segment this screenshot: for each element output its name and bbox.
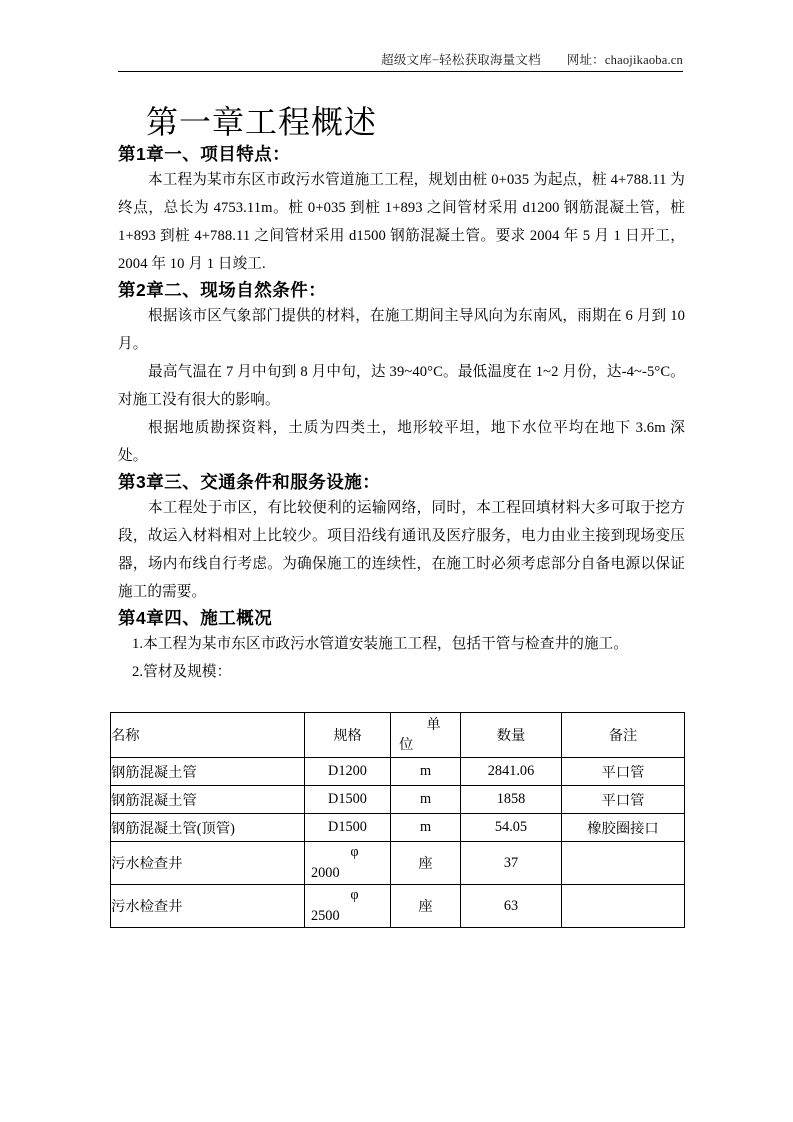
table-row — [111, 814, 685, 842]
table-row — [111, 842, 685, 885]
cell-spec: D1200 — [305, 758, 391, 786]
cell-note: 平口管 — [562, 786, 685, 814]
cell-name: 钢筋混凝土管 — [111, 786, 305, 814]
cell-note: 橡胶圈接口 — [562, 814, 685, 842]
section-4-paragraph-2: 2.管材及规模： — [132, 664, 232, 680]
column-header-unit-line1: 单 — [426, 717, 441, 733]
table-header-row — [111, 713, 685, 758]
cell-unit: m — [391, 758, 461, 786]
cell-spec: D1500 — [305, 814, 391, 842]
column-header-name: 名称 — [111, 713, 305, 758]
cell-spec — [305, 842, 391, 885]
cell-name: 污水检查井 — [111, 885, 305, 928]
section-heading-3: 第3章三、交通条件和服务设施： — [118, 472, 381, 492]
site-url-label: 网址：chaojikaoba.cn — [566, 53, 683, 67]
column-header-unit-line2: 位 — [399, 737, 414, 753]
section-1-paragraph-1: 本工程为某市东区市政污水管道施工工程，规划由桩 0+035 为起点，桩 4+788.11 为终点，总长为 4753.11m。桩 0+035 到桩 1+893 之间管材采用 d1200 钢筋混凝土管，桩 1+893 到桩 4+788.11 之间管材采用 d1500 钢筋混凝土管。要求 2004 年 5 月 1 日开工，2004 年 10 月 1 日竣工. — [118, 172, 685, 272]
materials-table-wrapper — [110, 712, 684, 928]
table-row — [111, 885, 685, 928]
column-header-unit — [391, 713, 461, 758]
document-body — [111, 88, 685, 928]
page-title: 第一章工程概述 — [146, 104, 378, 140]
cell-name: 钢筋混凝土管(顶管) — [111, 814, 305, 842]
cell-note — [562, 885, 685, 928]
cell-name: 钢筋混凝土管 — [111, 758, 305, 786]
cell-quantity: 63 — [461, 885, 562, 928]
cell-quantity: 1858 — [461, 786, 562, 814]
page-running-header — [118, 52, 683, 72]
section-3-paragraph-1: 本工程处于市区，有比较便利的运输网络，同时，本工程回填材料大多可取于挖方段，故运入材料相对上比较少。项目沿线有通讯及医疗服务，电力由业主接到现场变压器，场内布线自行考虑。为确保施工的连续性，在施工时必须考虑部分自备电源以保证施工的需要。 — [118, 500, 685, 600]
cell-spec-line2: 2500 — [311, 908, 340, 924]
header-divider-rule — [118, 71, 683, 72]
section-heading-1: 第1章一、项目特点： — [118, 144, 291, 164]
cell-quantity: 2841.06 — [461, 758, 562, 786]
table-row — [111, 786, 685, 814]
section-heading-4: 第4章四、施工概况 — [118, 608, 273, 628]
cell-note — [562, 842, 685, 885]
section-4-paragraph-1: 1.本工程为某市东区市政污水管道安装施工工程，包括干管与检查井的施工。 — [132, 636, 629, 652]
cell-name: 污水检查井 — [111, 842, 305, 885]
materials-table — [110, 712, 685, 928]
cell-spec — [305, 885, 391, 928]
running-header-text — [118, 52, 683, 69]
section-2-paragraph-3: 根据地质勘探资料，土质为四类土，地形较平坦，地下水位平均在地下 3.6m 深处。 — [118, 420, 685, 464]
cell-spec: D1500 — [305, 786, 391, 814]
table-row — [111, 758, 685, 786]
cell-quantity: 37 — [461, 842, 562, 885]
column-header-spec: 规格 — [305, 713, 391, 758]
cell-unit: m — [391, 814, 461, 842]
cell-unit: 座 — [391, 885, 461, 928]
cell-spec-line2: 2000 — [311, 865, 340, 881]
section-2-paragraph-2: 最高气温在 7 月中旬到 8 月中旬，达 39~40°C。最低温度在 1~2 月份，达-4~-5°C。对施工没有很大的影响。 — [118, 364, 685, 408]
cell-quantity: 54.05 — [461, 814, 562, 842]
column-header-quantity: 数量 — [461, 713, 562, 758]
site-name-label: 超级文库−轻松获取海量文档 — [381, 53, 541, 67]
column-header-note: 备注 — [562, 713, 685, 758]
section-heading-2: 第2章二、现场自然条件： — [118, 280, 327, 300]
section-2-paragraph-1: 根据该市区气象部门提供的材料，在施工期间主导风向为东南风，雨期在 6 月到 10 月。 — [118, 308, 685, 352]
cell-note: 平口管 — [562, 758, 685, 786]
cell-unit: 座 — [391, 842, 461, 885]
cell-spec-line1: φ — [350, 887, 359, 903]
cell-unit: m — [391, 786, 461, 814]
cell-spec-line1: φ — [350, 844, 359, 860]
